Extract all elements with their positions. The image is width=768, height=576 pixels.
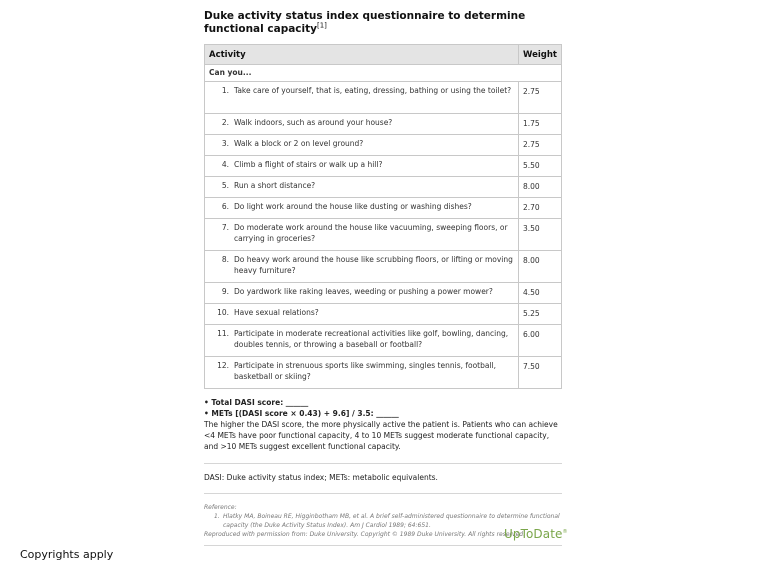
- lead-text: Can you...: [205, 65, 562, 82]
- interpretation-paragraph: The higher the DASI score, the more physically active the patient is. Patients who can achieve <4 METs have poor functional capacity, 4 to 10 METs suggest moderate functional capacity, and >10 METs suggest excellent functional capacity.: [204, 420, 558, 451]
- activity-text: Have sexual relations?: [234, 308, 319, 317]
- activity-text: Participate in strenuous sports like swimming, singles tennis, football, basketball or skiing?: [234, 361, 497, 381]
- weight-cell: 2.75: [519, 82, 562, 114]
- weight-cell: 1.75: [519, 114, 562, 135]
- activity-cell: [205, 198, 519, 219]
- weight-cell: 3.50: [519, 219, 562, 251]
- header-activity: Activity: [205, 45, 519, 65]
- activity-cell: [205, 325, 519, 357]
- activity-cell: [205, 219, 519, 251]
- activity-text: Climb a flight of stairs or walk up a hill?: [234, 160, 383, 169]
- table-row: [205, 156, 562, 177]
- activity-text: Do moderate work around the house like vacuuming, sweeping floors, or carrying in groceries?: [234, 223, 508, 243]
- activity-text: Take care of yourself, that is, eating, dressing, bathing or using the toilet?: [234, 86, 512, 95]
- total-dasi-bullet: • Total DASI score: ______: [204, 398, 309, 407]
- weight-cell: 7.50: [519, 357, 562, 389]
- activity-cell: [205, 283, 519, 304]
- mets-text: METs [(DASI score × 0.43) + 9.6] / 3.5: ______: [211, 409, 399, 418]
- page-title: [204, 10, 562, 36]
- table-row: [205, 135, 562, 156]
- activity-text: Run a short distance?: [234, 181, 316, 190]
- activity-number: 11.: [217, 329, 229, 338]
- copyright-notice: Copyrights apply: [20, 548, 114, 561]
- table-row: [205, 283, 562, 304]
- divider: [204, 545, 562, 546]
- activity-text: Do yardwork like raking leaves, weeding or pushing a power mower?: [234, 287, 493, 296]
- divider: [204, 463, 562, 464]
- activity-cell: [205, 156, 519, 177]
- activity-number: 4.: [221, 160, 229, 169]
- reference-permission: Reproduced with permission from: Duke University. Copyright © 1989 Duke University. All rights reserved.: [204, 531, 525, 538]
- activity-cell: [205, 114, 519, 135]
- logo-text: UpToDate: [504, 527, 563, 541]
- activity-text: Do heavy work around the house like scrubbing floors, or lifting or moving heavy furniture?: [234, 255, 513, 275]
- weight-cell: 8.00: [519, 251, 562, 283]
- table-row: [205, 251, 562, 283]
- table-row: [205, 219, 562, 251]
- activity-text: Walk indoors, such as around your house?: [234, 118, 393, 127]
- table-row: [205, 177, 562, 198]
- activity-number: 3.: [221, 139, 229, 148]
- weight-cell: 4.50: [519, 283, 562, 304]
- activity-cell: [205, 357, 519, 389]
- activity-number: 1.: [221, 86, 229, 95]
- header-weight: Weight: [519, 45, 562, 65]
- table-row: [205, 304, 562, 325]
- uptodate-logo: [504, 527, 568, 541]
- table-row: [205, 114, 562, 135]
- activity-text: Do light work around the house like dusting or washing dishes?: [234, 202, 472, 211]
- mets-bullet: • METs [(DASI score × 0.43) + 9.6] / 3.5: ______: [204, 409, 399, 418]
- abbreviations: DASI: Duke activity status index; METs: metabolic equivalents.: [204, 473, 438, 482]
- activity-number: 7.: [221, 223, 229, 232]
- weight-cell: 6.00: [519, 325, 562, 357]
- lead-row: [205, 65, 562, 82]
- activity-text: Participate in moderate recreational activities like golf, bowling, dancing, doubles tennis, or throwing a baseball or football?: [234, 329, 509, 349]
- activity-number: 10.: [217, 308, 229, 317]
- title-text: Duke activity status index questionnaire to determine functional capacity: [204, 10, 526, 35]
- activity-cell: [205, 135, 519, 156]
- table-row: [205, 198, 562, 219]
- activity-number: 5.: [221, 181, 229, 190]
- activity-number: 6.: [221, 202, 229, 211]
- registered-mark: ®: [562, 529, 568, 535]
- activity-cell: [205, 251, 519, 283]
- divider: [204, 493, 562, 494]
- notes: [204, 397, 562, 452]
- activity-number: 2.: [221, 118, 229, 127]
- weight-cell: 5.50: [519, 156, 562, 177]
- table-row: [205, 357, 562, 389]
- weight-cell: 2.70: [519, 198, 562, 219]
- activity-text: Walk a block or 2 on level ground?: [234, 139, 364, 148]
- activity-number: 12.: [217, 361, 229, 370]
- weight-cell: 2.75: [519, 135, 562, 156]
- reference-label: Reference:: [204, 504, 237, 511]
- activity-cell: [205, 82, 519, 114]
- reference-number: 1.: [214, 513, 220, 520]
- activity-cell: [205, 304, 519, 325]
- title-reference-link[interactable]: [1]: [317, 21, 327, 30]
- weight-cell: 8.00: [519, 177, 562, 198]
- table-row: [205, 325, 562, 357]
- activity-number: 8.: [221, 255, 229, 264]
- activity-number: 9.: [221, 287, 229, 296]
- dasi-table: [204, 44, 562, 389]
- table-header-row: [205, 45, 562, 65]
- reference-citation: Hlatky MA, Boineau RE, Higginbotham MB, et al. A brief self-administered questionnaire to determine functional capacity (the Duke Activity Status Index). Am J Cardiol 1989; 64:651.: [223, 513, 560, 529]
- total-dasi-text: Total DASI score: ______: [211, 398, 309, 407]
- weight-cell: 5.25: [519, 304, 562, 325]
- activity-cell: [205, 177, 519, 198]
- document: [204, 10, 562, 555]
- table-row: [205, 82, 562, 114]
